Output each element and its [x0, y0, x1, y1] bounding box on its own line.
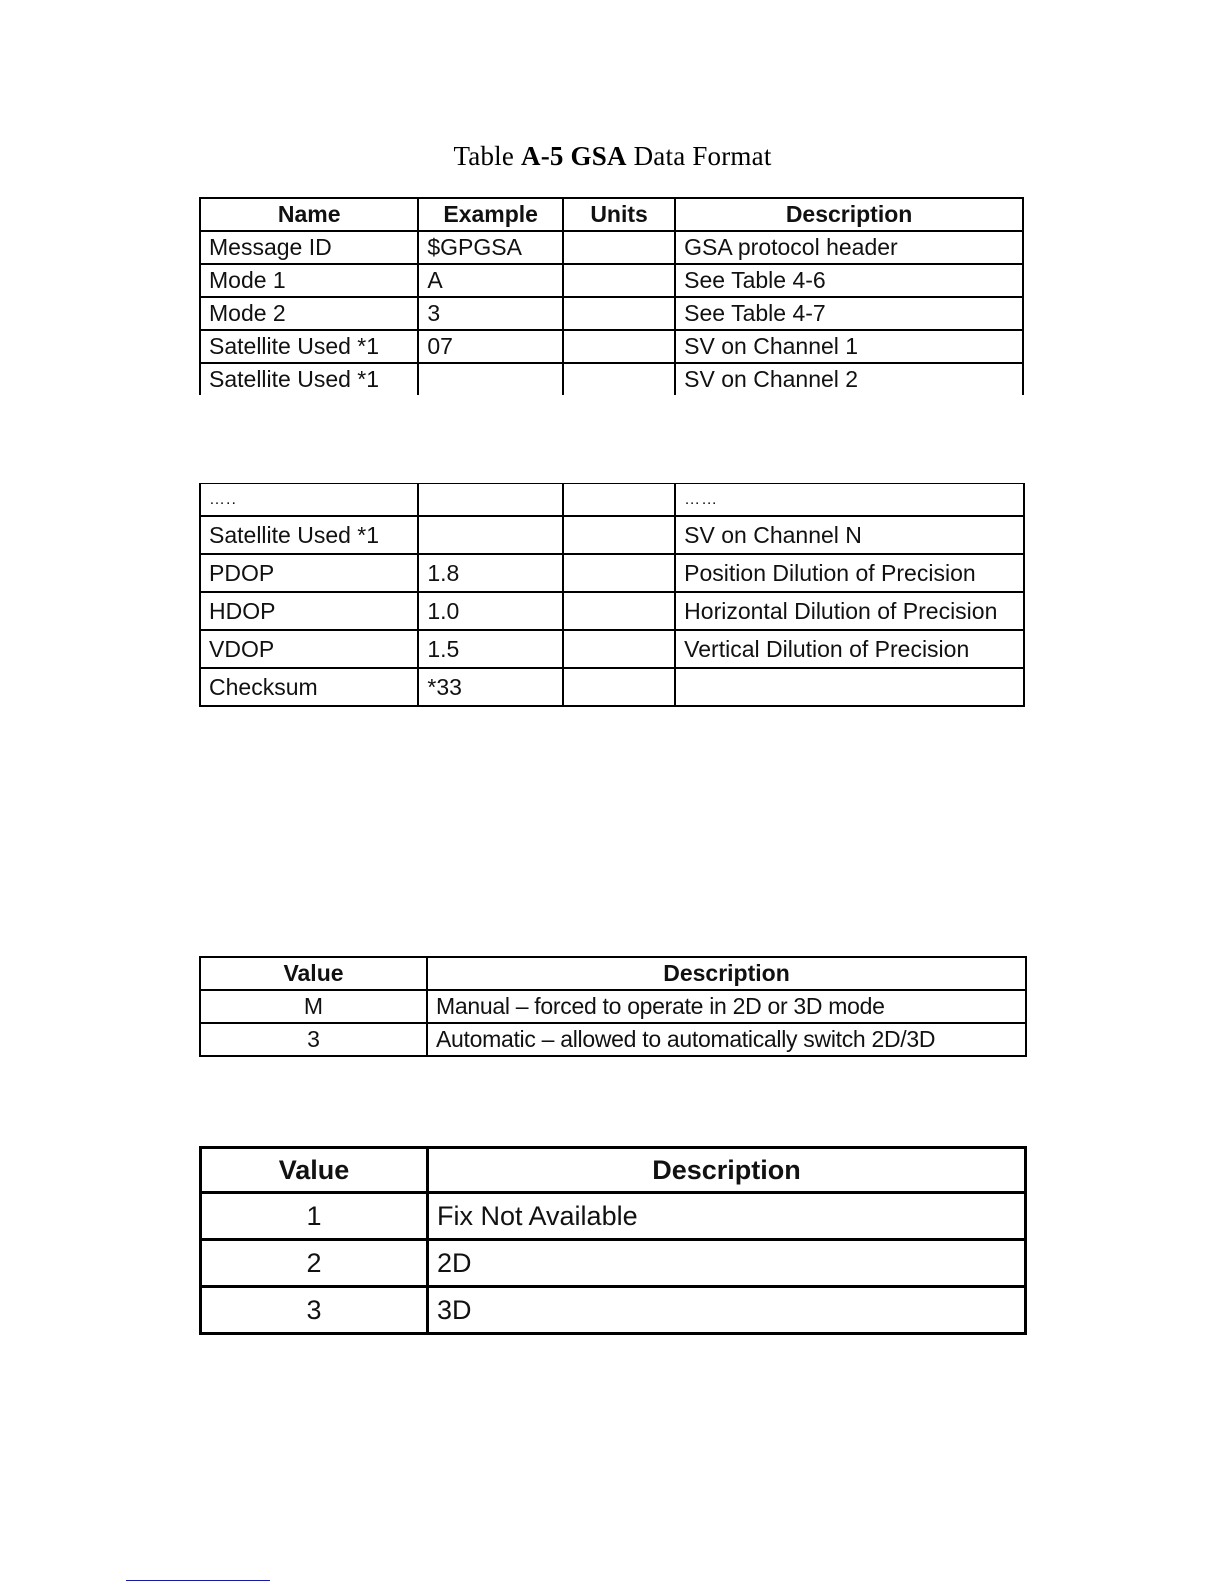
table-row [200, 231, 1023, 264]
table-row [201, 1193, 1026, 1240]
cell-example: 07 [418, 330, 563, 363]
cell-name: Mode 2 [200, 297, 418, 330]
cell-description: SV on Channel 2 [675, 363, 1023, 395]
header-description: Description [427, 957, 1026, 990]
table-row [201, 1240, 1026, 1287]
cell-example: 1.5 [418, 630, 563, 668]
table-row [200, 264, 1023, 297]
cell-description [675, 668, 1024, 706]
cell-name: Satellite Used *1 [200, 516, 418, 554]
cell-description: 2D [428, 1240, 1026, 1287]
table-header-row [200, 957, 1026, 990]
table-row [200, 630, 1024, 668]
table-row [200, 990, 1026, 1023]
cell-units [563, 592, 675, 630]
cell-units [563, 630, 675, 668]
header-value: Value [200, 957, 427, 990]
cell-units [563, 363, 675, 395]
cell-example [418, 516, 563, 554]
cell-name: HDOP [200, 592, 418, 630]
header-units: Units [563, 198, 675, 231]
cell-description: 3D [428, 1287, 1026, 1334]
table-row [200, 516, 1024, 554]
cell-name: VDOP [200, 630, 418, 668]
header-description: Description [428, 1148, 1026, 1193]
cell-example [418, 363, 563, 395]
caption-prefix: Table [453, 141, 521, 171]
cell-name: Checksum [200, 668, 418, 706]
gsa-format-table-part2 [199, 483, 1025, 707]
cell-value: 2 [201, 1240, 428, 1287]
caption-bold: A-5 GSA [521, 141, 627, 171]
table-caption [0, 140, 1225, 172]
cell-units [563, 330, 675, 363]
footnote-rule [126, 1580, 270, 1581]
cell-units [563, 264, 675, 297]
cell-description: SV on Channel N [675, 516, 1024, 554]
cell-description: …… [675, 484, 1024, 517]
table-header-row [201, 1148, 1026, 1193]
cell-description: Fix Not Available [428, 1193, 1026, 1240]
table-row [200, 363, 1023, 395]
cell-description: Position Dilution of Precision [675, 554, 1024, 592]
table-row [200, 1023, 1026, 1056]
cell-description: Manual – forced to operate in 2D or 3D mode [427, 990, 1026, 1023]
cell-units [563, 668, 675, 706]
cell-description: See Table 4-7 [675, 297, 1023, 330]
caption-suffix: Data Format [626, 141, 772, 171]
cell-description: SV on Channel 1 [675, 330, 1023, 363]
table-header-row [200, 198, 1023, 231]
cell-name: ….. [200, 484, 418, 517]
table-row [200, 554, 1024, 592]
header-description: Description [675, 198, 1023, 231]
cell-example: 3 [418, 297, 563, 330]
cell-example: 1.0 [418, 592, 563, 630]
cell-example: A [418, 264, 563, 297]
header-name: Name [200, 198, 418, 231]
table-row [200, 484, 1024, 517]
cell-units [563, 484, 675, 517]
cell-value: M [200, 990, 427, 1023]
cell-example: $GPGSA [418, 231, 563, 264]
header-example: Example [418, 198, 563, 231]
cell-units [563, 516, 675, 554]
cell-units [563, 231, 675, 264]
cell-description: Vertical Dilution of Precision [675, 630, 1024, 668]
cell-description: See Table 4-6 [675, 264, 1023, 297]
cell-units [563, 297, 675, 330]
cell-description: Automatic – allowed to automatically switch 2D/3D [427, 1023, 1026, 1056]
cell-description: GSA protocol header [675, 231, 1023, 264]
cell-example: *33 [418, 668, 563, 706]
cell-description: Horizontal Dilution of Precision [675, 592, 1024, 630]
cell-name: Satellite Used *1 [200, 330, 418, 363]
table-row [201, 1287, 1026, 1334]
table-row [200, 592, 1024, 630]
cell-name: PDOP [200, 554, 418, 592]
cell-value: 3 [201, 1287, 428, 1334]
table-row [200, 330, 1023, 363]
gsa-format-table-part1 [199, 197, 1024, 395]
table-row [200, 297, 1023, 330]
cell-name: Satellite Used *1 [200, 363, 418, 395]
cell-name: Message ID [200, 231, 418, 264]
mode1-table [199, 956, 1027, 1057]
cell-value: 1 [201, 1193, 428, 1240]
table-row [200, 668, 1024, 706]
cell-units [563, 554, 675, 592]
header-value: Value [201, 1148, 428, 1193]
cell-value: 3 [200, 1023, 427, 1056]
cell-example [418, 484, 563, 517]
cell-example: 1.8 [418, 554, 563, 592]
cell-name: Mode 1 [200, 264, 418, 297]
mode2-table [199, 1146, 1027, 1335]
